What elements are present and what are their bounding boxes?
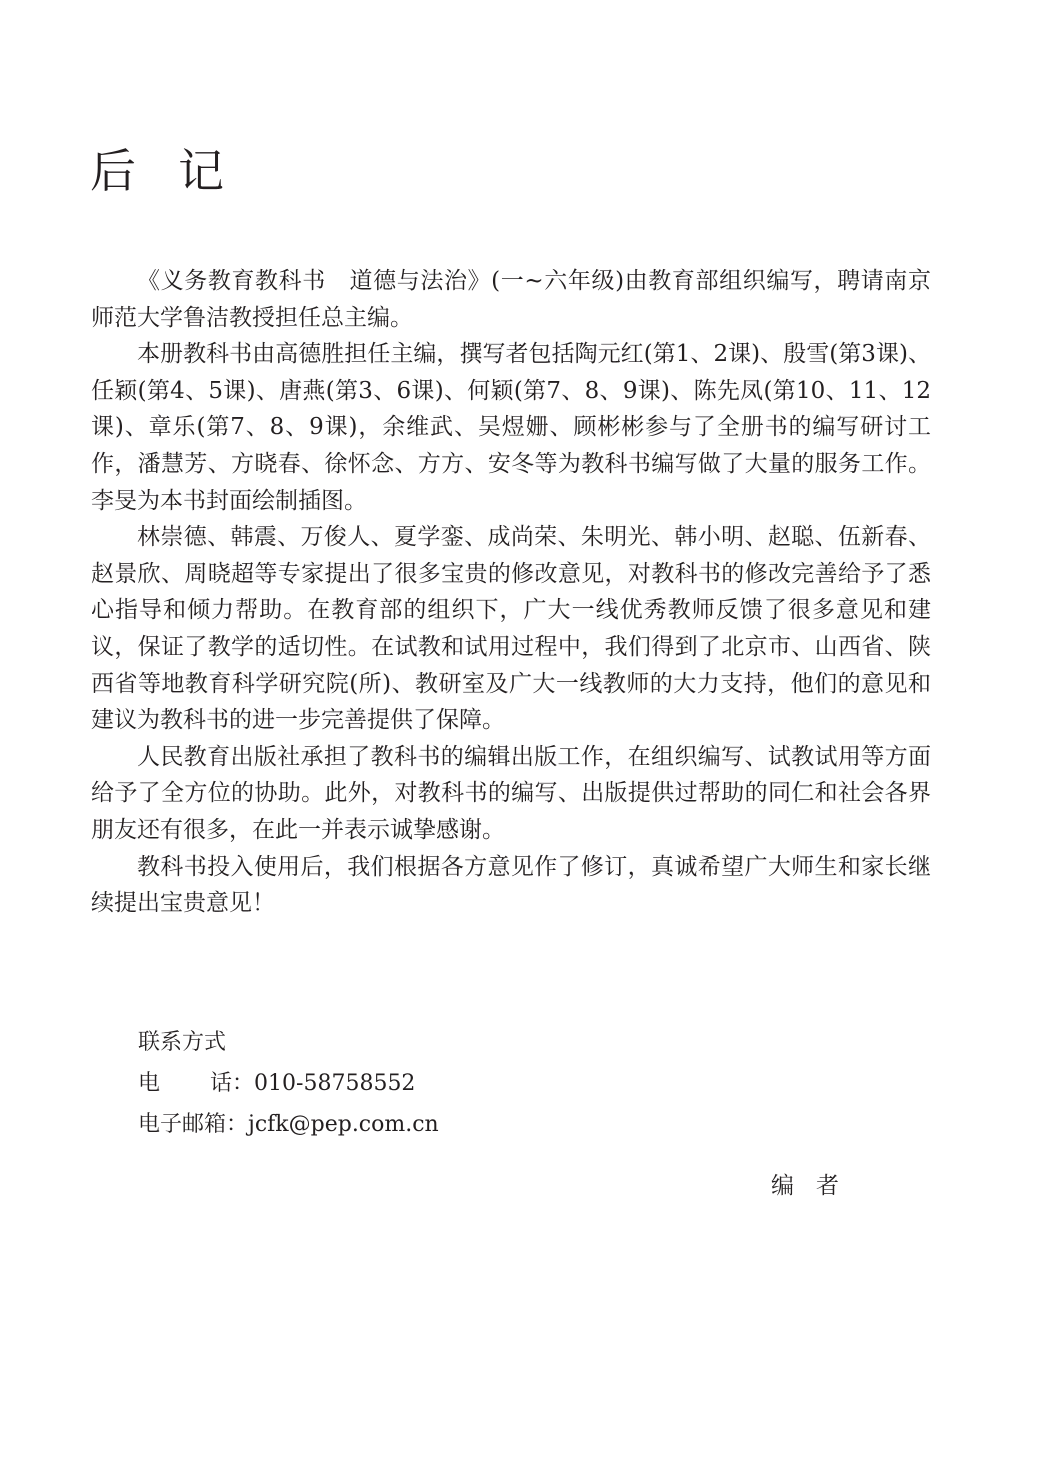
paragraph-authors: 本册教科书由高德胜担任主编，撰写者包括陶元红(第1、2课)、殷雪(第3课)、任颖(第4、5课)、唐燕(第3、6课)、何颖(第7、8、9课)、陈先凤(第10、11、12课)、章乐(第7、8、9课)，余维武、吴煜姗、顾彬彬参与了全册书的编写研讨工作，潘慧芳、方晓春、徐怀念、方方、安冬等为教科书编写做了大量的服务工作。李旻为本书封面绘制插图。	[91, 341, 931, 514]
page-title	[90, 140, 224, 202]
contact-email-row	[138, 1104, 439, 1145]
contact-heading: 联系方式	[138, 1030, 227, 1055]
title-char-1: 后	[90, 144, 136, 198]
signature-char-1: 编	[771, 1173, 794, 1199]
signature-char-2: 者	[816, 1173, 839, 1199]
paragraph-editing-organization: 《义务教育教科书 道德与法治》(一~六年级)由教育部组织编写，聘请南京师范大学鲁洁教授担任总主编。	[91, 268, 931, 331]
paragraph-feedback: 教科书投入使用后，我们根据各方意见作了修订，真诚希望广大师生和家长继续提出宝贵意见！	[91, 853, 931, 917]
phone-label-part-2: 话：	[210, 1071, 255, 1096]
contact-phone-row	[138, 1063, 439, 1104]
afterword-body	[91, 263, 931, 922]
email-address: jcfk@pep.com.cn	[248, 1112, 439, 1137]
paragraph-experts: 林崇德、韩震、万俊人、夏学銮、成尚荣、朱明光、韩小明、赵聪、伍新春、赵景欣、周晓超等专家提出了很多宝贵的修改意见，对教科书的修改完善给予了悉心指导和倾力帮助。在教育部的组织下，广大一线优秀教师反馈了很多意见和建议，保证了教学的适切性。在试教和试用过程中，我们得到了北京市、山西省、陕西省等地教育科学研究院(所)、教研室及广大一线教师的大力支持，他们的意见和建议为教科书的进一步完善提供了保障。	[91, 524, 931, 734]
signature	[771, 1168, 839, 1204]
email-label: 电子邮箱：	[138, 1112, 249, 1137]
contact-block	[138, 1022, 439, 1145]
phone-number: 010-58758552	[254, 1071, 416, 1096]
phone-label-part-1: 电	[138, 1071, 161, 1096]
title-char-2: 记	[178, 144, 224, 198]
paragraph-publisher: 人民教育出版社承担了教科书的编辑出版工作，在组织编写、试教试用等方面给予了全方位的协助。此外，对教科书的编写、出版提供过帮助的同仁和社会各界朋友还有很多，在此一并表示诚挚感谢。	[91, 743, 931, 843]
